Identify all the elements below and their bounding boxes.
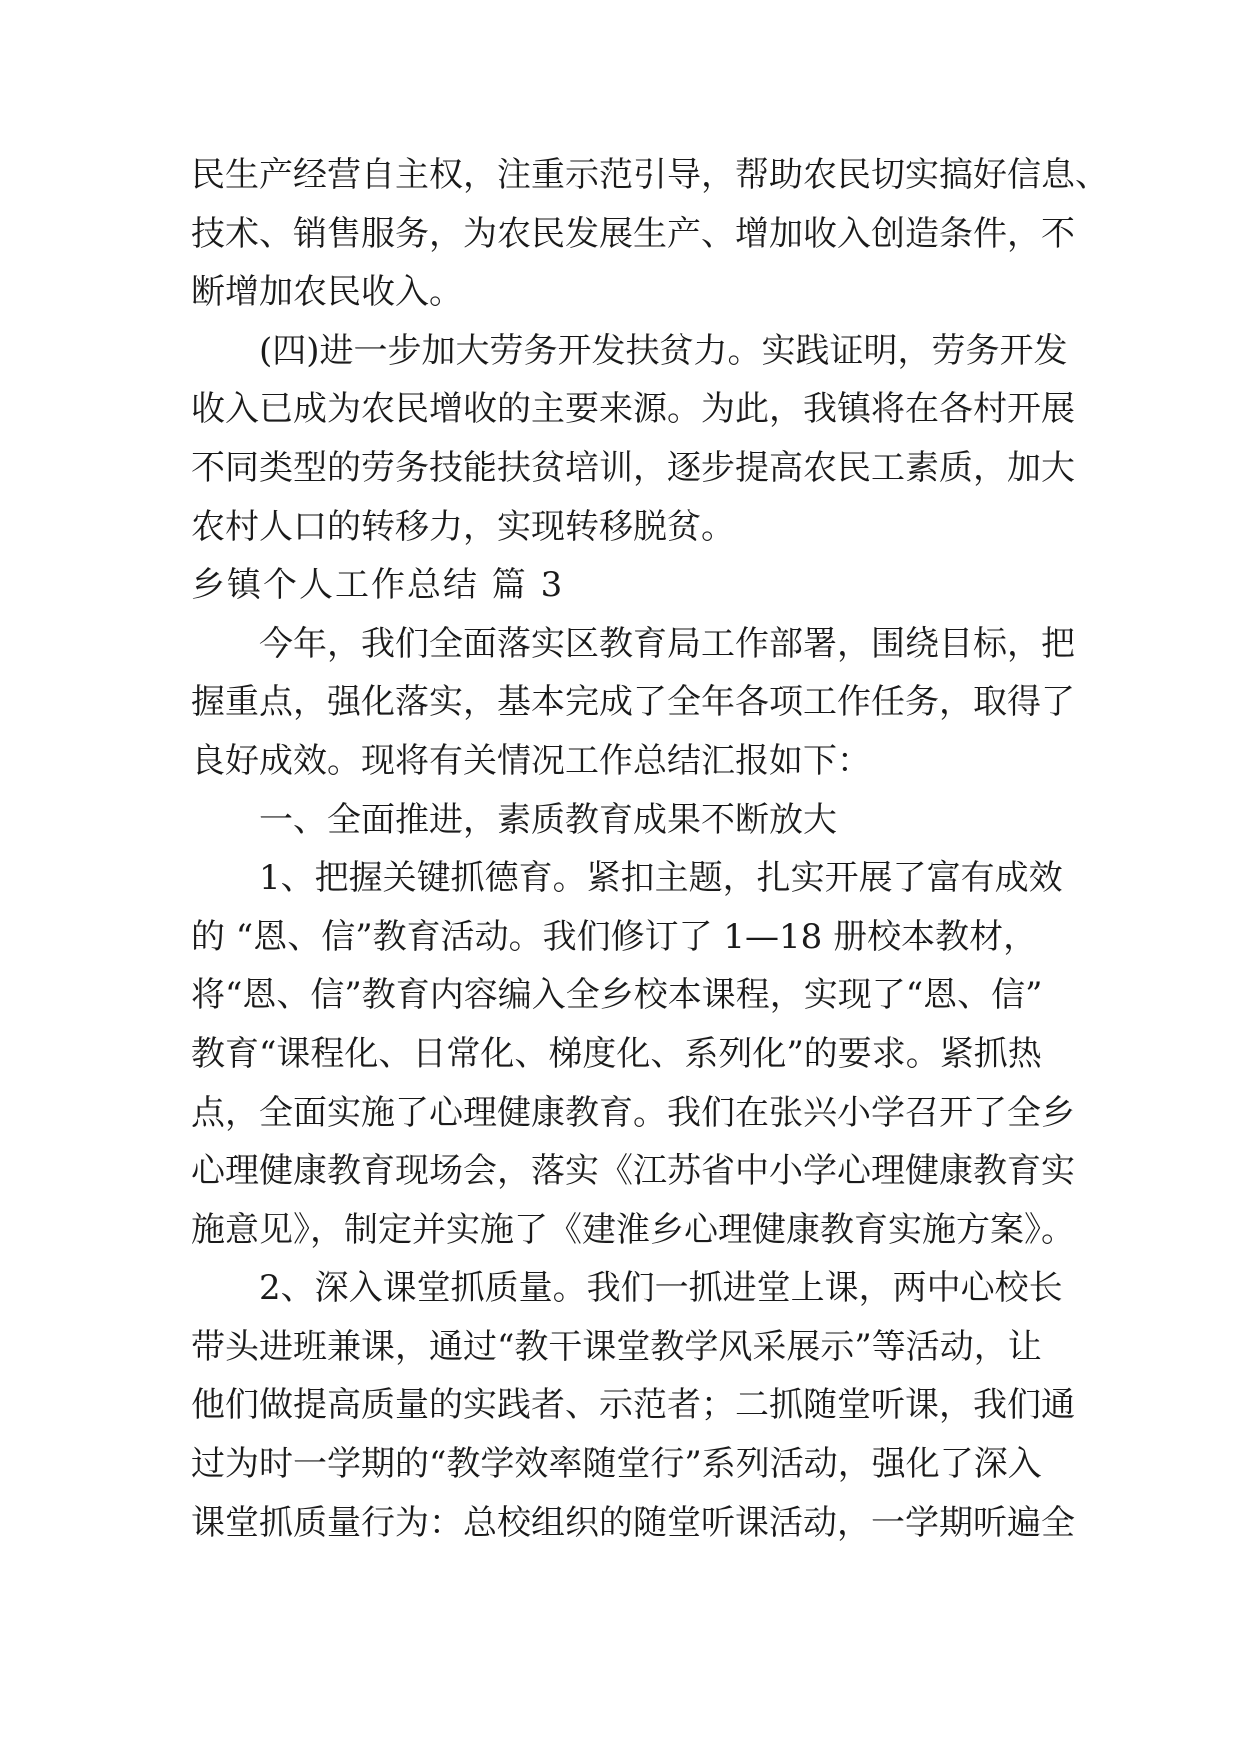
paragraph-start-line: 2、深入课堂抓质量。我们一抓进堂上课，两中心校长: [259, 1268, 1063, 1309]
text-line: 课堂抓质量行为：总校组织的随堂听课活动，一学期听遍全: [191, 1502, 1075, 1543]
text-line: 的 “恩、信”教育活动。我们修订了 1—18 册校本教材，: [191, 916, 1038, 957]
text-line: 他们做提高质量的实践者、示范者；二抓随堂听课，我们通: [191, 1385, 1075, 1426]
text-line: 教育“课程化、日常化、梯度化、系列化”的要求。紧抓热: [191, 1033, 1042, 1074]
text-line: 技术、销售服务，为农民发展生产、增加收入创造条件，不: [191, 213, 1075, 254]
text-line: 握重点，强化落实，基本完成了全年各项工作任务，取得了: [191, 682, 1075, 723]
paragraph-start-line: 今年，我们全面落实区教育局工作部署，围绕目标，把: [259, 623, 1075, 664]
subsection-heading: 一、全面推进，素质教育成果不断放大: [259, 799, 837, 840]
paragraph-start-line: 1、把握关键抓德育。紧扣主题，扎实开展了富有成效: [259, 858, 1063, 899]
text-line: 点，全面实施了心理健康教育。我们在张兴小学召开了全乡: [191, 1092, 1075, 1133]
text-line: 带头进班兼课，通过“教干课堂教学风采展示”等活动，让: [191, 1326, 1042, 1367]
section-heading: 乡镇个人工作总结 篇 3: [191, 565, 565, 606]
paragraph-start-line: (四)进一步加大劳务开发扶贫力。实践证明，劳务开发: [259, 330, 1068, 371]
text-line: 良好成效。现将有关情况工作总结汇报如下：: [191, 740, 871, 781]
text-line: 心理健康教育现场会，落实《江苏省中小学心理健康教育实: [191, 1151, 1075, 1192]
text-line: 将“恩、信”教育内容编入全乡校本课程，实现了“恩、信”: [191, 975, 1043, 1016]
text-line: 过为时一学期的“教学效率随堂行”系列活动，强化了深入: [191, 1444, 1042, 1485]
text-line: 民生产经营自主权，注重示范引导，帮助农民切实搞好信息、: [191, 155, 1109, 195]
document-body: [191, 146, 1109, 1552]
text-line: 农村人口的转移力，实现转移脱贫。: [191, 506, 735, 547]
text-line: 断增加农民收入。: [191, 272, 463, 313]
text-line: 收入已成为农民增收的主要来源。为此，我镇将在各村开展: [191, 389, 1075, 430]
text-line: 施意见》，制定并实施了《建淮乡心理健康教育实施方案》。: [191, 1209, 1075, 1250]
text-line: 不同类型的劳务技能扶贫培训，逐步提高农民工素质，加大: [191, 447, 1075, 488]
